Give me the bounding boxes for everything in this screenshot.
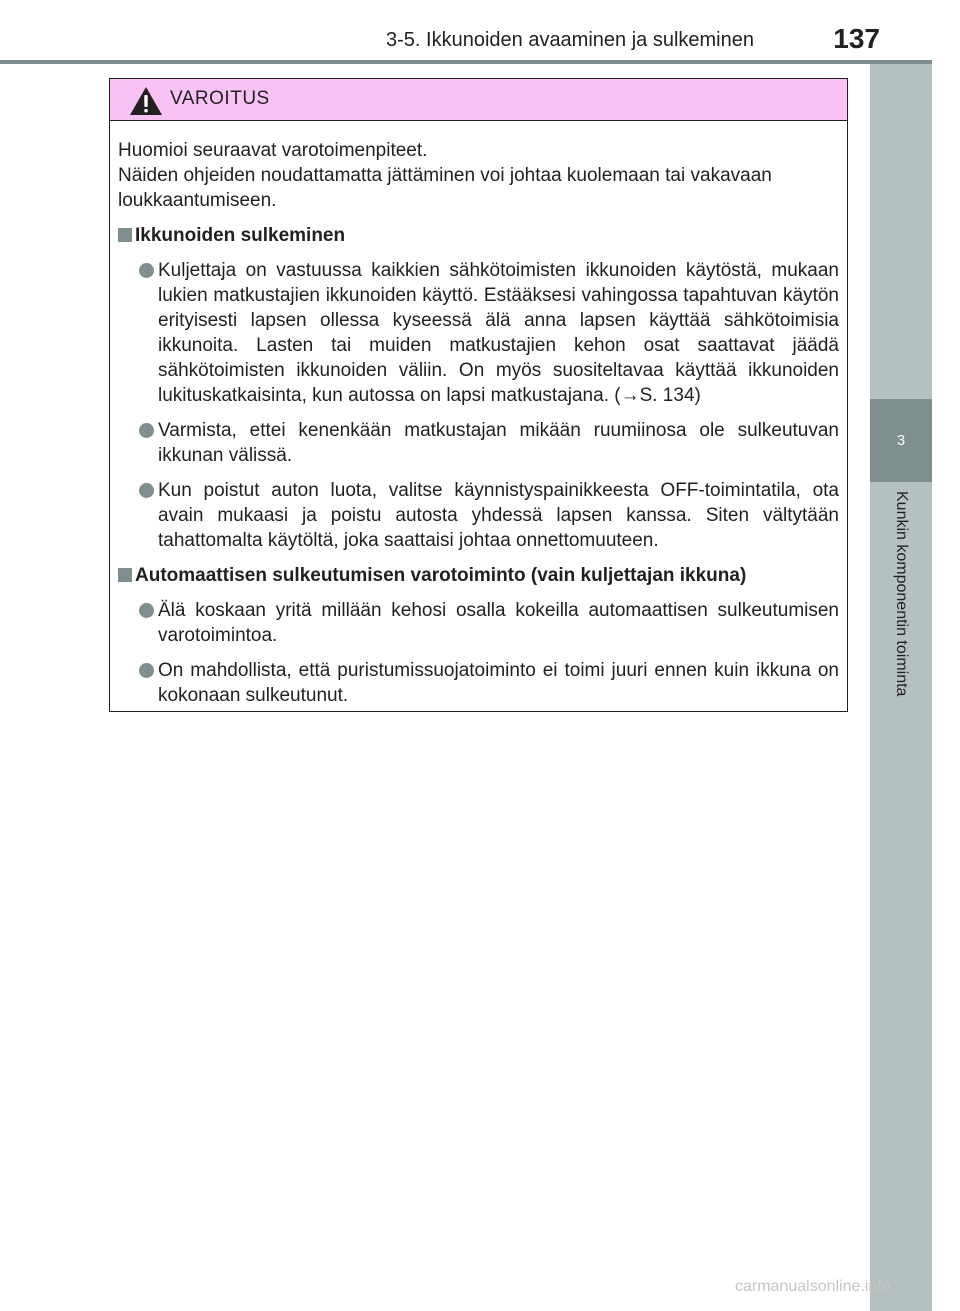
list-item-text: Varmista, ettei kenenkään matkustajan mikään ruumiinosa ole sulkeutuvan ikkunan välissä. <box>158 420 839 466</box>
side-tab-bottom <box>870 780 932 1311</box>
intro-line: Huomioi seuraavat varotoimenpiteet. <box>118 140 428 161</box>
square-bullet-icon <box>118 568 132 582</box>
list-item <box>118 258 839 408</box>
list-item <box>118 598 839 648</box>
warning-title: VAROITUS <box>170 88 270 109</box>
warning-body <box>110 121 847 708</box>
section-heading-text: Automaattisen sulkeutumisen varotoiminto (vain kuljettajan ikkuna) <box>135 565 747 586</box>
circle-bullet-icon <box>139 483 154 498</box>
list-item <box>118 658 839 708</box>
circle-bullet-icon <box>139 663 154 678</box>
warning-intro <box>118 138 839 213</box>
list-item-text: Kuljettaja on vastuussa kaikkien sähkötoimisten ikkunoiden käytöstä, mukaan lukien matkustajien ikkunoiden käyttö. Estääksesi vahingossa tapahtuvan käytön erityisesti lapsen ollessa kyseessä älä anna lapsen käyttää sähkötoimisia ikkunoita. Lasten tai muiden matkustajien kehon osat saattavat jäädä sähkötoimisten ikkunoiden väliin. On myös suositeltavaa käyttää ikkunoiden lukituskatkaisinta, kun autossa on lapsi matkustajana. (→S. 134) <box>158 260 839 406</box>
warning-box <box>109 78 848 712</box>
list-item <box>118 478 839 553</box>
intro-line: Näiden ohjeiden noudattamatta jättäminen voi johtaa kuolemaan tai vakavaan loukkaantumiseen. <box>118 165 772 211</box>
page-number: 137 <box>833 23 880 54</box>
header-divider <box>0 60 932 64</box>
list-item <box>118 418 839 468</box>
watermark: carmanualsonline.info <box>735 1278 891 1295</box>
chapter-label-tab <box>870 482 932 780</box>
section-heading-auto-close-safety <box>118 563 839 588</box>
warning-header <box>110 79 847 121</box>
circle-bullet-icon <box>139 263 154 278</box>
list-item-text: Kun poistut auton luota, valitse käynnistyspainikkeesta OFF-toimintatila, ota avain mukaasi ja poistu autosta yhdessä lapsen kanssa. Siten vältytään tahattomalta käytöltä, joka saattaisi johtaa onnettomuuteen. <box>158 480 839 551</box>
warning-triangle-icon <box>129 86 163 116</box>
circle-bullet-icon <box>139 423 154 438</box>
section-heading-text: Ikkunoiden sulkeminen <box>135 225 346 246</box>
list-item-text: On mahdollista, että puristumissuojatoiminto ei toimi juuri ennen kuin ikkuna on kokonaan sulkeutunut. <box>158 660 839 706</box>
section-heading-window-closing <box>118 223 839 248</box>
chapter-label: Kunkin komponentin toiminta <box>893 491 910 697</box>
section-title: 3-5. Ikkunoiden avaaminen ja sulkeminen <box>386 29 754 51</box>
circle-bullet-icon <box>139 603 154 618</box>
list-item-text: Älä koskaan yritä millään kehosi osalla kokeilla automaattisen sulkeutumisen varotoimintoa. <box>158 600 839 646</box>
side-tab-top <box>870 64 932 399</box>
square-bullet-icon <box>118 228 132 242</box>
chapter-number-tab[interactable]: 3 <box>870 399 932 482</box>
